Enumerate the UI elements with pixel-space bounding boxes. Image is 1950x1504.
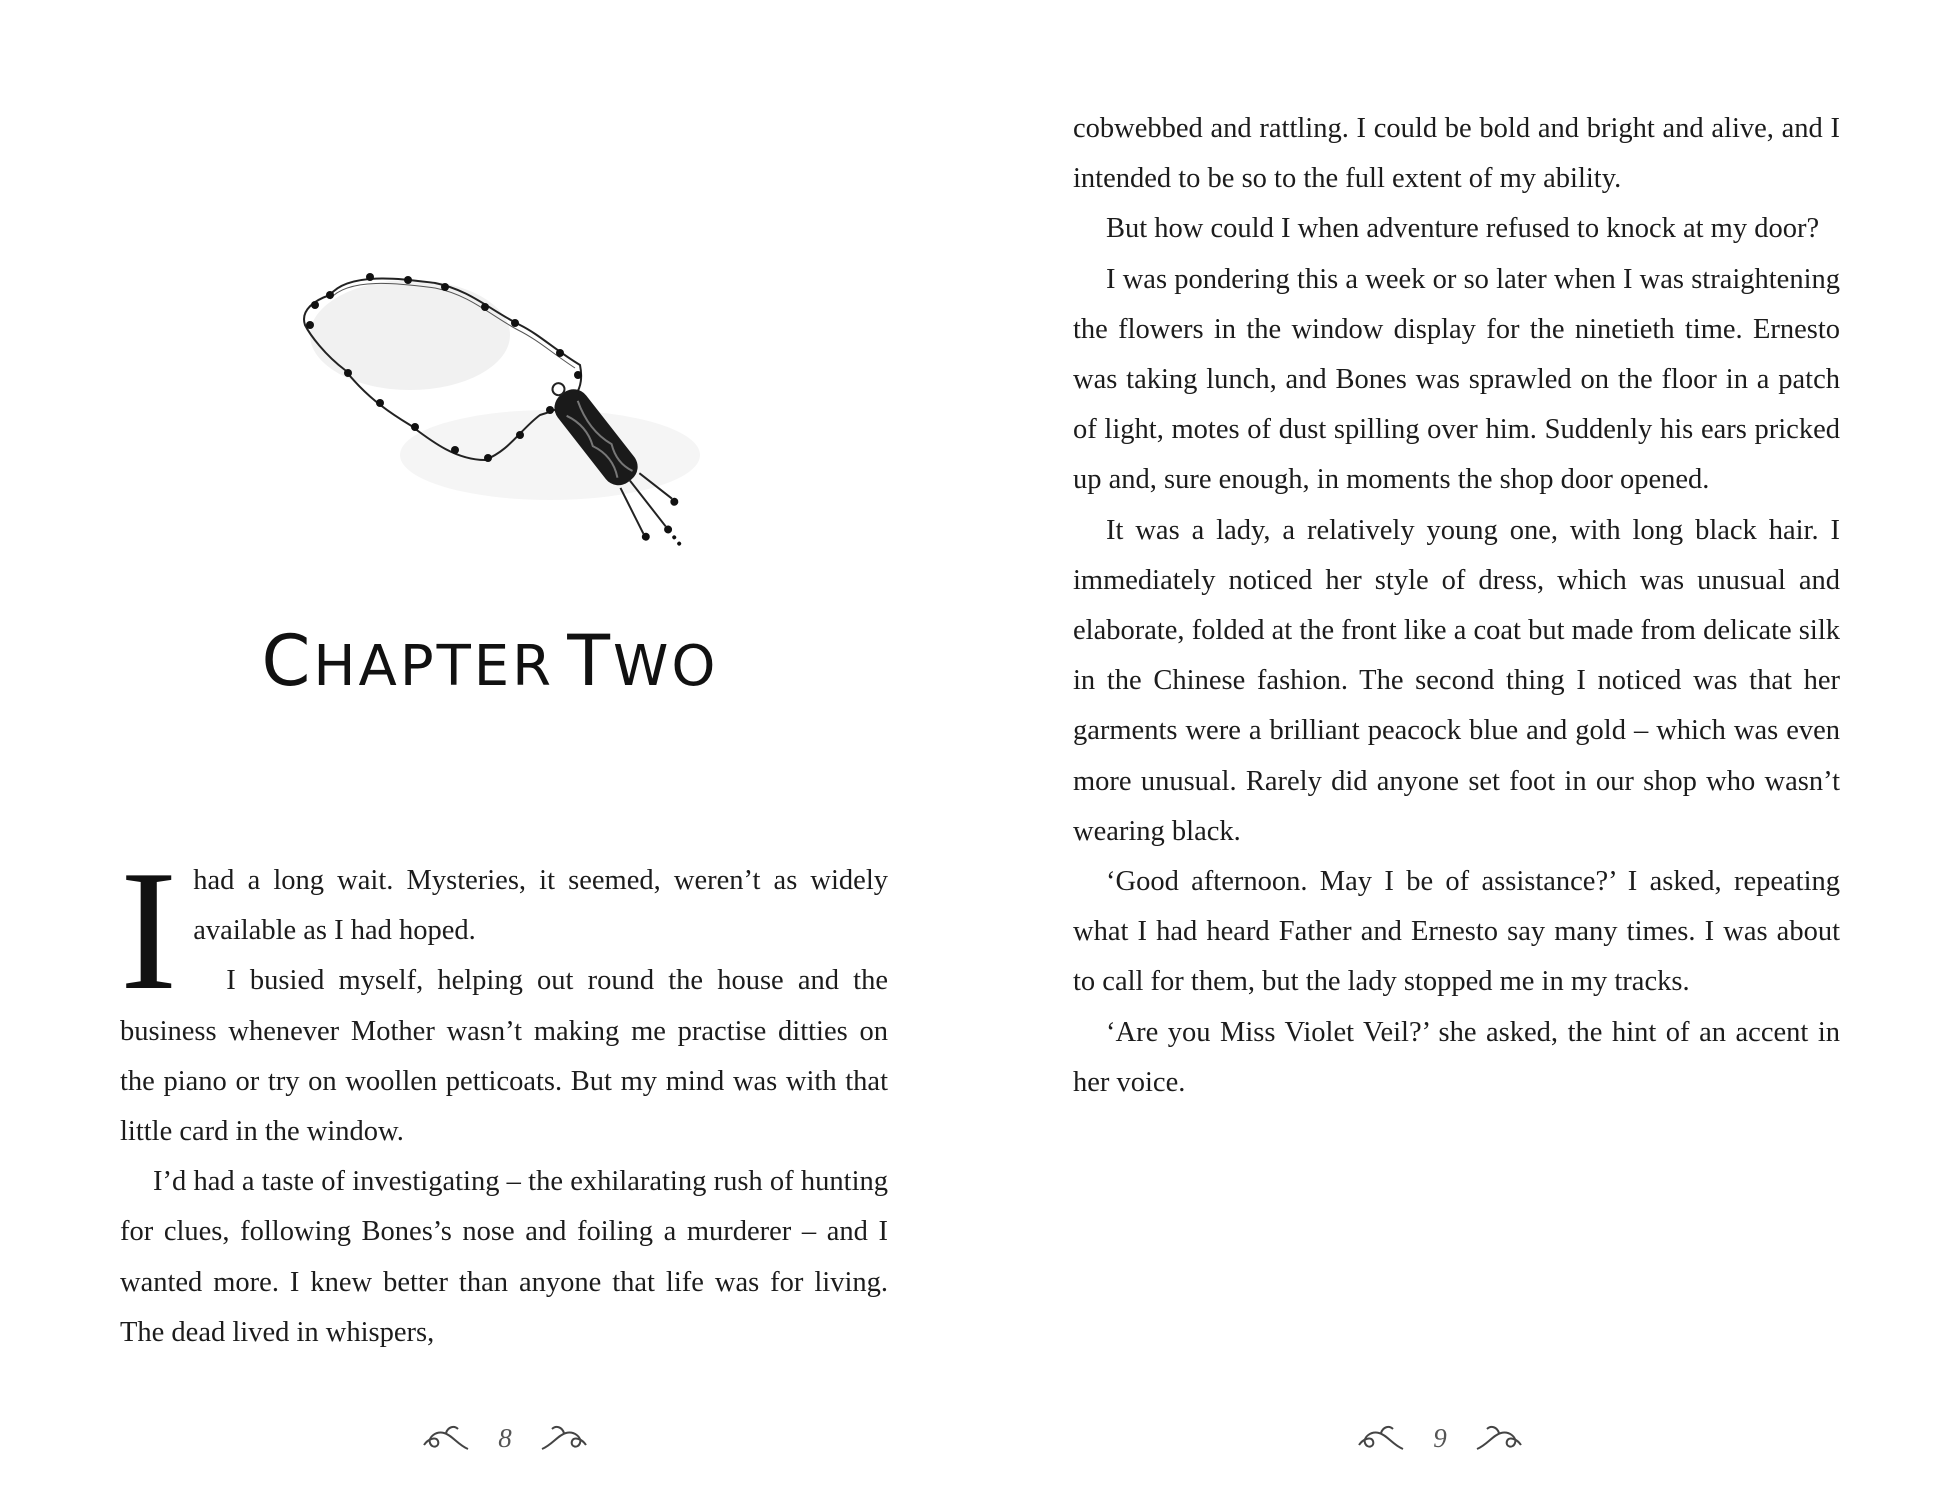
page-number: 8 [498, 1422, 512, 1453]
paragraph: cobwebbed and rattling. I could be bold and bright and alive, and I intended to be so to the full extent of my ability. [1073, 113, 1840, 195]
paragraph: I busied myself, helping out round the house and the business whenever Mother wasn’t making me practise ditties on the piano or try on woollen petticoats. But my mind was with that little card in the window. [120, 965, 888, 1148]
flourish-ornament-icon [1475, 1421, 1527, 1455]
flourish-ornament-icon [540, 1421, 592, 1455]
page-number-footer [1340, 1418, 1540, 1458]
paragraph: But how could I when adventure refused to knock at my door? [1106, 213, 1820, 245]
necklace-illustration-icon [290, 255, 770, 555]
page-number: 9 [1433, 1422, 1447, 1453]
chapter-title: CHAPTER TWO [261, 620, 719, 702]
right-body-text [1073, 104, 1840, 1108]
drop-cap: I [120, 836, 178, 1026]
flourish-ornament-icon [1353, 1421, 1405, 1455]
paragraph: ‘Good afternoon. May I be of assistance?’ I asked, repeating what I had heard Father and Ernesto say many times. I was about to call for them, but the lady stopped me in my tracks. [1073, 866, 1840, 998]
paragraph: ‘Are you Miss Violet Veil?’ she asked, the hint of an accent in her voice. [1073, 1016, 1840, 1098]
flourish-ornament-icon [418, 1421, 470, 1455]
page-number-footer [405, 1418, 605, 1458]
left-body-text [120, 836, 888, 1358]
opening-paragraph: Ihad a long wait. Mysteries, it seemed, weren’t as widely available as I had hoped. [120, 836, 888, 1026]
paragraph: It was a lady, a relatively young one, with long black hair. I immediately noticed her style of dress, which was unusual and elaborate, folded at the front like a coat but made from delicate silk in the Chinese fashion. The second thing I noticed was that her garments were a brilliant peacock blue and gold – which was even more unusual. Rarely did anyone set foot in our shop who wasn’t wearing black. [1073, 514, 1840, 847]
paragraph: I’d had a taste of investigating – the exhilarating rush of hunting for clues, following Bones’s nose and foiling a murderer – and I wanted more. I knew better than anyone that life was for living. The dead lived in whispers, [120, 1166, 888, 1348]
paragraph: I was pondering this a week or so later when I was straightening the flowers in the window display for the ninetieth time. Ernesto was taking lunch, and Bones was sprawled on the floor in a patch of light, motes of dust spilling over him. Suddenly his ears pricked up and, sure enough, in moments the shop door opened. [1073, 263, 1840, 496]
